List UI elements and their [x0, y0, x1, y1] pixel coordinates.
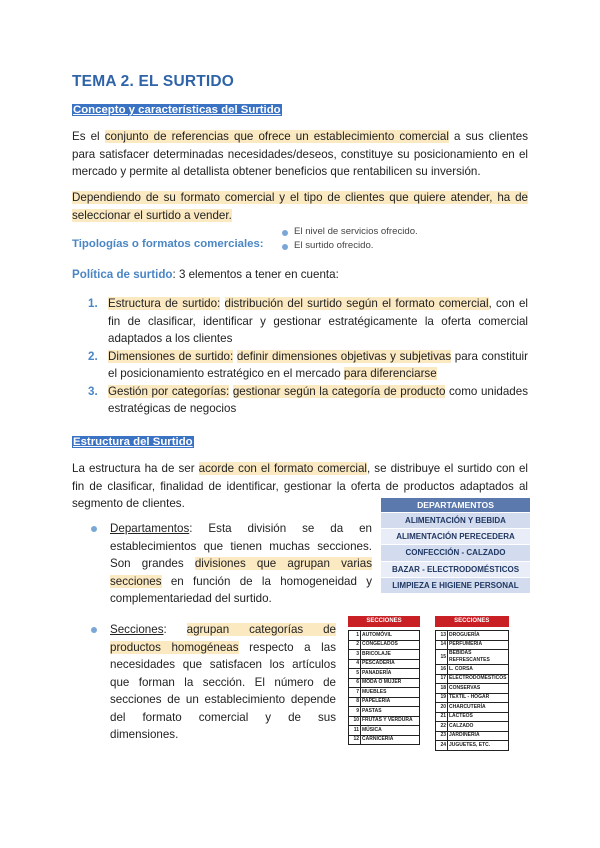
secciones-table-left	[348, 616, 420, 745]
table-row: 21 LÁCTEOS	[436, 712, 509, 722]
table-row: 17 ELECTRODOMÉSTICOS	[436, 674, 509, 684]
table-row: 7 MUEBLES	[349, 688, 420, 698]
table-row: 12 CARNICERÍA	[349, 735, 420, 745]
table-row: ALIMENTACIÓN PERECEDERA	[381, 529, 530, 545]
table-row: 4 PESCADERÍA	[349, 659, 420, 669]
table-row: 13 DROGUERÍA	[436, 631, 509, 641]
table-row: 3 BRICOLAJE	[349, 650, 420, 660]
table-header: DEPARTAMENTOS	[381, 498, 530, 513]
table-row: 10 FRUTAS Y VERDURA	[349, 716, 420, 726]
structure-paragraph: La estructura ha de ser acorde con el formato comercial, se distribuye el surtido con el fin de clasificar, finalidad de identificar, gestionar la oferta de productos adaptados al segmento de clientes.	[72, 462, 528, 510]
table-row: 11 MÚSICA	[349, 726, 420, 736]
table-row: LIMPIEZA E HIGIENE PERSONAL	[381, 577, 530, 593]
table-row: ALIMENTACIÓN Y BEBIDA	[381, 513, 530, 529]
table-row: 18 CONSERVAS	[436, 684, 509, 694]
structure-heading: Estructura del Surtido	[73, 436, 193, 448]
table-row: 6 MODA Ó MUJER	[349, 678, 420, 688]
table-row: 9 PASTAS	[349, 707, 420, 717]
bullet-icon	[91, 627, 97, 633]
table-row: 5 PANADERÍA	[349, 669, 420, 679]
bullet-icon	[91, 526, 97, 532]
table-row: 1 AUTOMÓVIL	[349, 631, 420, 641]
page-title: TEMA 2. EL SURTIDO	[72, 73, 235, 90]
concept-heading: Concepto y características del Surtido	[73, 104, 281, 116]
table-row: 14 PERFUMERÍA	[436, 640, 509, 650]
list-item: 3. Gestión por categorías: gestionar según la categoría de producto como unidades estratégicas de negocios	[88, 384, 528, 415]
secciones-item: Secciones: agrupan categorías de productos homogéneas respecto a las necesidades que satisfacen los artículos que forman la sección. El número de secciones de un establecimiento depende del formato comercial y de sus dimensiones.	[110, 623, 336, 741]
table-header: SECCIONES	[436, 617, 509, 627]
typologies-label: Tipologías o formatos comerciales:	[72, 238, 264, 250]
table-row: CONFECCIÓN - CALZADO	[381, 545, 530, 561]
departamentos-item: Departamentos: Esta división se da en establecimientos que tienen muchas secciones. Son grandes divisiones que agrupan varias secciones en función de la homogeneidad y complementariedad del surtido.	[110, 522, 372, 605]
table-row: 16 L. CORSA	[436, 665, 509, 675]
table-row: 24 JUGUETES, ETC.	[436, 741, 509, 751]
table-row: 2 CONGELADOS	[349, 640, 420, 650]
table-row: 20 CHARCUTERÍA	[436, 703, 509, 713]
concept-paragraph: Es el conjunto de referencias que ofrece un establecimiento comercial a sus clientes para satisfacer determinadas necesidades/deseos, constituye su posicionamiento en el mercado y permite al detallista obtener beneficios que rentabilicen su inversión.	[72, 130, 528, 178]
list-item: 1. Estructura de surtido: distribución del surtido según el formato comercial, con el fin de clasificar, identificar y gestionar estratégicamente la oferta comercial adaptados a los clientes	[88, 297, 528, 345]
departamentos-table	[381, 498, 530, 594]
table-row: 23 JARDINERÍA	[436, 731, 509, 741]
typology-item: El nivel de servicios ofrecido.	[294, 226, 418, 237]
format-paragraph: Dependiendo de su formato comercial y el tipo de clientes que quiere atender, ha de seleccionar el surtido a vender.	[72, 191, 528, 222]
table-row: 8 PAPELERÍA	[349, 697, 420, 707]
typology-item: El surtido ofrecido.	[294, 240, 374, 251]
elements-list	[80, 295, 528, 418]
bullet-icon	[282, 244, 288, 250]
table-row: 15 BEBIDAS REFRESCANTES	[436, 650, 509, 665]
policy-line: Política de surtido: 3 elementos a tener en cuenta:	[72, 268, 339, 281]
table-header: SECCIONES	[349, 617, 420, 627]
bullet-icon	[282, 230, 288, 236]
table-row: 22 CALZADO	[436, 722, 509, 732]
table-row: BAZAR - ELECTRODOMÉSTICOS	[381, 561, 530, 577]
secciones-table-right	[435, 616, 509, 751]
table-row: 19 TEXTIL - HOGAR	[436, 693, 509, 703]
list-item: 2. Dimensiones de surtido: definir dimensiones objetivas y subjetivas para constituir el posicionamiento estratégico en el mercado para diferenciarse	[88, 349, 528, 380]
